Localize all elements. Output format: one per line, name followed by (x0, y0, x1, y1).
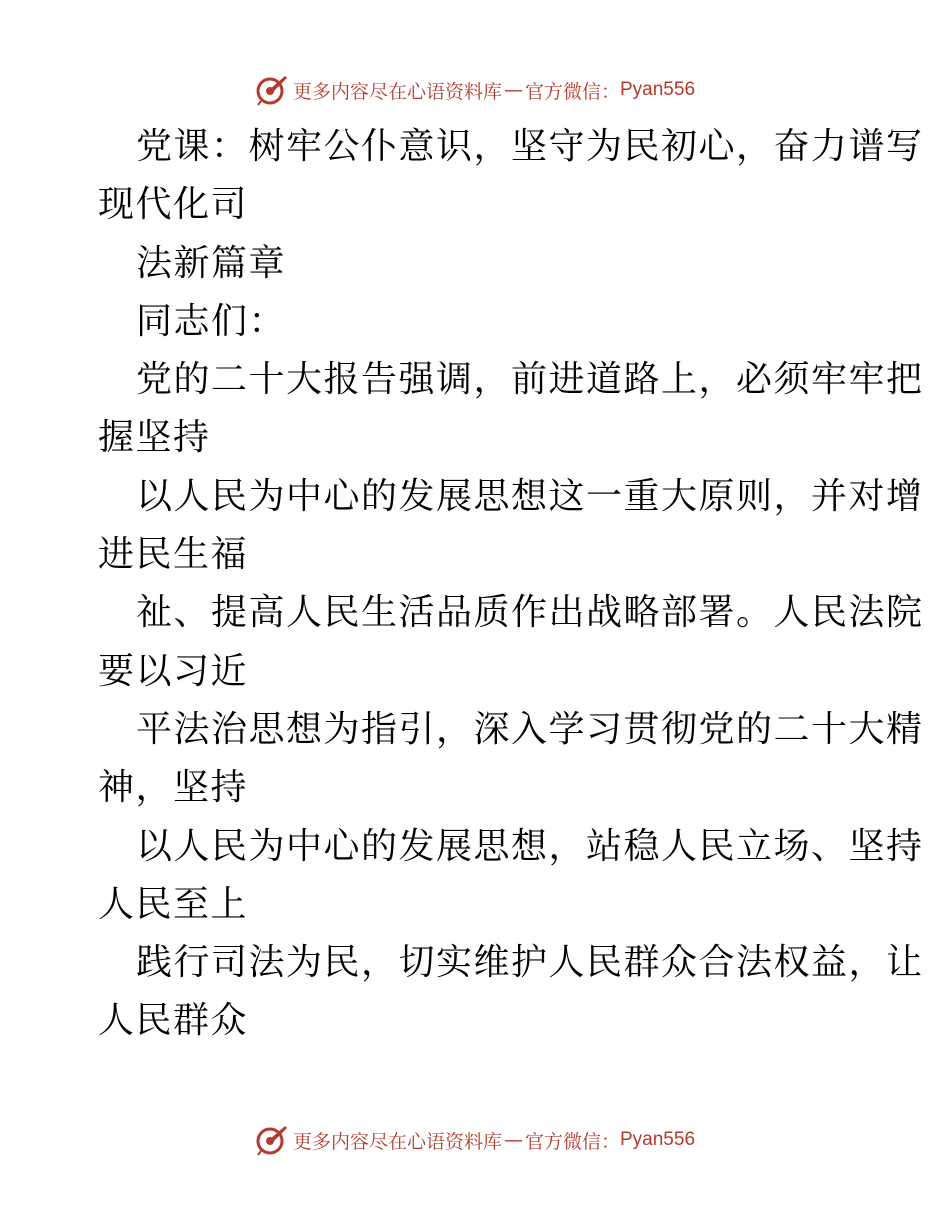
text-line: 以人民为中心的发展思想，站稳人民立场、坚持 (136, 825, 924, 867)
text-line: 现代化司 (98, 184, 249, 226)
text-line: 祉、提高人民生活品质作出战略部署。人民法院 (136, 592, 924, 634)
pen-circle-logo-icon (255, 73, 289, 107)
text-line: 党的二十大报告强调，前进道路上，必须牢牢把 (136, 359, 924, 401)
text-line: 以人民为中心的发展思想这一重大原则，并对增 (136, 475, 924, 517)
banner-label: 官方微信： (524, 80, 620, 103)
banner-label: 官方微信： (524, 1130, 620, 1153)
text-line: 党课：树牢公仆意识，坚守为民初心，奋力谱写 (136, 126, 924, 167)
banner-text: 更多内容尽在心语资料库 (292, 80, 502, 103)
banner-separator: — (503, 79, 523, 101)
banner-wechat-id: Pyan556 (620, 79, 696, 100)
text-line: 人民群众 (98, 1000, 249, 1042)
footer-banner (0, 1120, 950, 1160)
pen-circle-logo-icon (255, 1123, 289, 1157)
banner-wechat-id: Pyan556 (620, 1129, 696, 1150)
text-line: 要以习近 (98, 650, 249, 692)
text-line: 同志们： (136, 300, 287, 342)
text-line: 人民至上 (98, 883, 249, 925)
text-line: 进民生福 (98, 534, 249, 576)
banner-text: 更多内容尽在心语资料库 (292, 1130, 502, 1153)
banner-separator: — (503, 1129, 523, 1151)
text-line: 平法治思想为指引，深入学习贯彻党的二十大精 (136, 708, 924, 750)
header-banner (0, 70, 950, 110)
text-line: 神，坚持 (98, 767, 249, 809)
text-line: 法新篇章 (136, 242, 287, 284)
text-line: 握坚持 (98, 417, 211, 459)
text-line: 践行司法为民，切实维护人民群众合法权益，让 (136, 942, 924, 984)
document-body (98, 118, 924, 1051)
